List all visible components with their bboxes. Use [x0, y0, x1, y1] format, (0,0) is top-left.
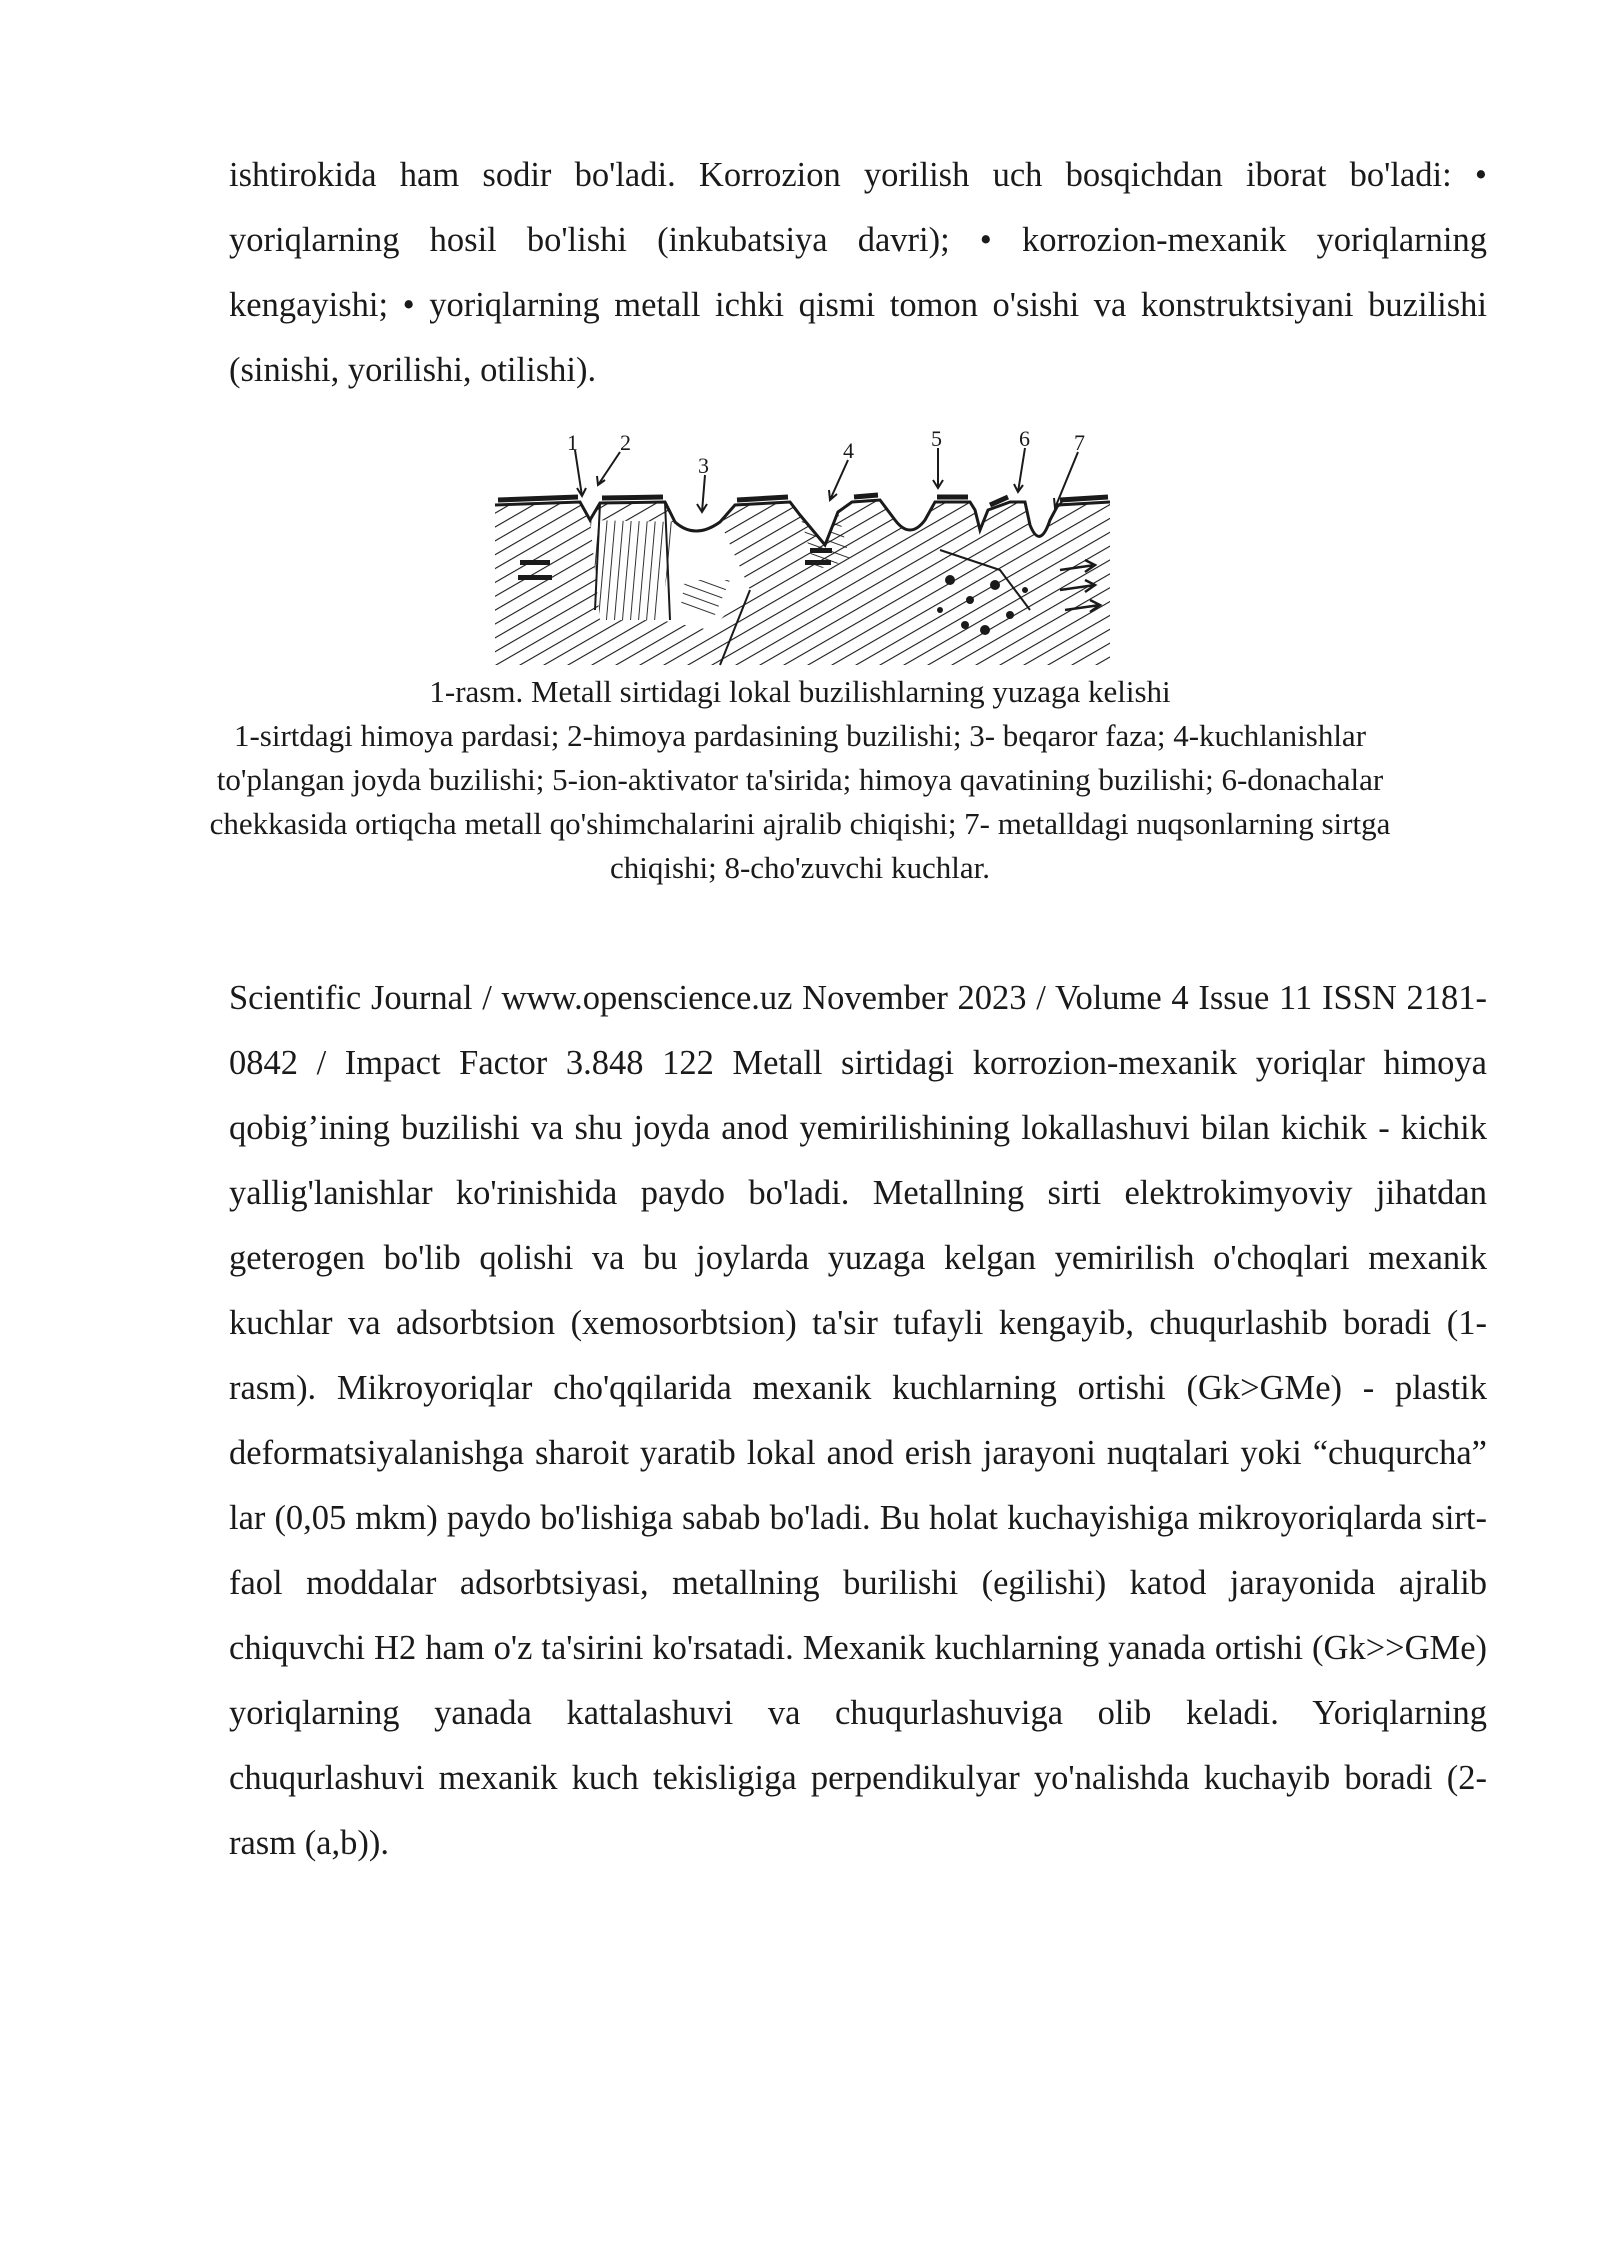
- corrosion-diagram: [470, 430, 1150, 670]
- figure-labels: [567, 430, 1085, 478]
- body-paragraph-1: ishtirokida ham sodir bo'ladi. Korrozion yorilish uch bosqichdan iborat bo'ladi: • yoriqlarning hosil bo'lishi (inkubatsiya davri); • korrozion-mexanik yoriqlarning kengayishi; • yoriqlarning metall ichki qismi tomon o'sishi va konstruktsiyani buzilishi (sinishi, yorilishi, otilishi).: [229, 156, 1487, 389]
- corrosion-figure: [470, 430, 1150, 670]
- figure-label-2: 2: [620, 430, 631, 455]
- figure-label-3: 3: [698, 453, 709, 478]
- metal-body: [470, 490, 1150, 670]
- caption-text: 1-sirtdagi himoya pardasi; 2-himoya pardasining buzilishi; 3- beqaror faza; 4-kuchlanishlar to'plangan joyda buzilishi; 5-ion-aktivator ta'sirida; himoya qavatining buzilishi; 6-donachalar chekkasida ortiqcha metall qo'shimchalarini ajralib chiqishi; 7- metalldagi nuqsonlarning sirtga chiqishi; 8-cho'zuvchi kuchlar.: [209, 718, 1391, 885]
- body-paragraph-2: Scientific Journal / www.openscience.uz November 2023 / Volume 4 Issue 11 ISSN 2181-0842 / Impact Factor 3.848 122 Metall sirtidagi korrozion-mexanik yoriqlar himoya qobig’ining buzilishi va shu joyda anod yemirilishining lokallashuvi bilan kichik - kichik yallig'lanishlar ko'rinishida paydo bo'ladi. Metallning sirti elektrokimyoviy jihatdan geterogen bo'lib qolishi va bu joylarda yuzaga kelgan yemirilish o'choqlari mexanik kuchlar va adsorbtsion (xemosorbtsion) ta'sir tufayli kengayib, chuqurlashib boradi (1- rasm). Mikroyoriqlar cho'qqilarida mexanik kuchlarning ortishi (Gk>GMe) - plastik deformatsiyalanishga sharoit yaratib lokal anod erish jarayoni nuqtalari yoki “chuqurcha” lar (0,05 mkm) paydo bo'lishiga sabab bo'ladi. Bu holat kuchayishiga mikroyoriqlarda sirt-faol moddalar adsorbtsiyasi, metallning burilishi (egilishi) katod jarayonida ajralib chiquvchi H2 ham o'z ta'sirini ko'rsatadi. Mexanik kuchlarning yanada ortishi (Gk>>GMe) yoriqlarning yanada kattalashuvi va chuqurlashuviga olib keladi. Yoriqlarning chuqurlashuvi mexanik kuch tekisligiga perpendikulyar yo'nalishda kuchayib boradi (2-rasm (a,b)).: [229, 979, 1487, 1862]
- caption-title: 1-rasm. Metall sirtidagi lokal buzilishlarning yuzaga kelishi: [429, 674, 1171, 709]
- figure-label-7: 7: [1074, 430, 1085, 455]
- figure-label-4: 4: [843, 438, 854, 463]
- figure-label-1: 1: [567, 430, 578, 455]
- figure-label-5: 5: [931, 430, 942, 451]
- figure-label-6: 6: [1019, 430, 1030, 451]
- figure-caption: [200, 670, 1400, 890]
